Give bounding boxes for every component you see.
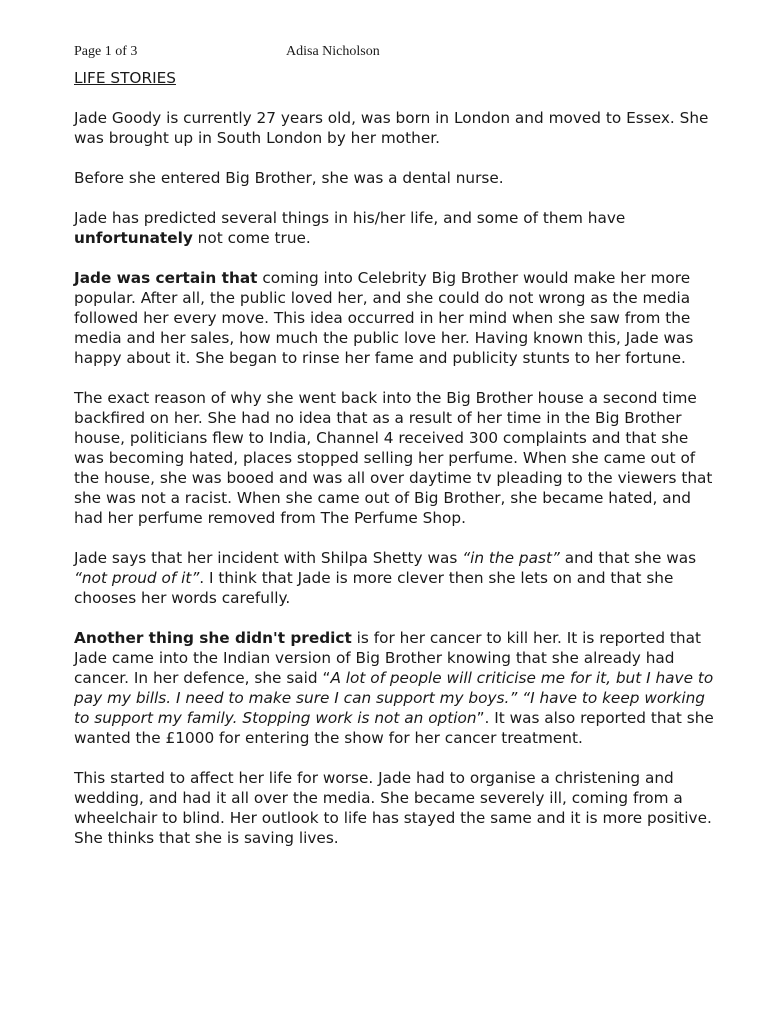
document-body bbox=[74, 68, 714, 868]
paragraph-7-quote: A lot of people will criticise me for it, but I have to pay my bills. I need to make sure I can support my boys.” “I have to keep working to support my family. Stopping work is not an option bbox=[74, 669, 714, 727]
page-number: Page 1 of 3 bbox=[74, 44, 138, 59]
author-name: Adisa Nicholson bbox=[286, 44, 380, 59]
paragraph-2: Before she entered Big Brother, she was a dental nurse. bbox=[74, 169, 504, 187]
paragraph-6-text-a: Jade says that her incident with Shilpa Shetty was bbox=[74, 549, 463, 567]
paragraph-1: Jade Goody is currently 27 years old, was born in London and moved to Essex. She was brought up in South London by her mother. bbox=[74, 109, 709, 147]
paragraph-4-bold: Jade was certain that bbox=[74, 269, 258, 287]
paragraph-7-bold: Another thing she didn't predict bbox=[74, 629, 352, 647]
paragraph-6-text-e: . I think that Jade is more clever then she lets on and that she chooses her words carefully. bbox=[74, 569, 674, 607]
paragraph-3-text-a: Jade has predicted several things in his/her life, and some of them have bbox=[74, 209, 626, 227]
paragraph-6 bbox=[74, 548, 714, 608]
paragraph-7 bbox=[74, 628, 714, 748]
paragraph-4 bbox=[74, 268, 714, 368]
paragraph-7-text-d: ”. It was also reported that she wanted the £1000 for entering the show for her cancer treatment. bbox=[74, 709, 714, 747]
paragraph-6-quote-1: “in the past” bbox=[462, 549, 560, 567]
paragraph-5: The exact reason of why she went back into the Big Brother house a second time backfired on her. She had no idea that as a result of her time in the Big Brother house, politicians flew to India, Channel 4 received 300 complaints and that she was becoming hated, places stopped selling her perfume. When she came out of the house, she was booed and was all over daytime tv pleading to the viewers that she was not a racist. When she came out of Big Brother, she became hated, and had her perfume removed from The Perfume Shop. bbox=[74, 389, 713, 527]
paragraph-8: This started to affect her life for worse. Jade had to organise a christening and wedding, and had it all over the media. She became severely ill, coming from a wheelchair to blind. Her outlook to life has stayed the same and it is more positive. She thinks that she is saving lives. bbox=[74, 769, 712, 847]
document-title: LIFE STORIES bbox=[74, 69, 176, 87]
paragraph-7-text-b: is for her cancer to kill her. It is reported that Jade came into the Indian version of Big Brother knowing that she already had cancer. In her defence, she said “ bbox=[74, 629, 701, 687]
paragraph-6-quote-2: “not proud of it” bbox=[74, 569, 200, 587]
paragraph-4-text: coming into Celebrity Big Brother would make her more popular. After all, the public loved her, and she could do not wrong as the media followed her every move. This idea occurred in her mind when she saw from the media and her sales, how much the public love her. Having known this, Jade was happy about it. She began to rinse her fame and publicity stunts to her fortune. bbox=[74, 269, 694, 367]
paragraph-3 bbox=[74, 208, 714, 248]
paragraph-3-bold: unfortunately bbox=[74, 229, 193, 247]
paragraph-3-text-c: not come true. bbox=[192, 229, 311, 247]
paragraph-6-text-c: and that she was bbox=[559, 549, 697, 567]
